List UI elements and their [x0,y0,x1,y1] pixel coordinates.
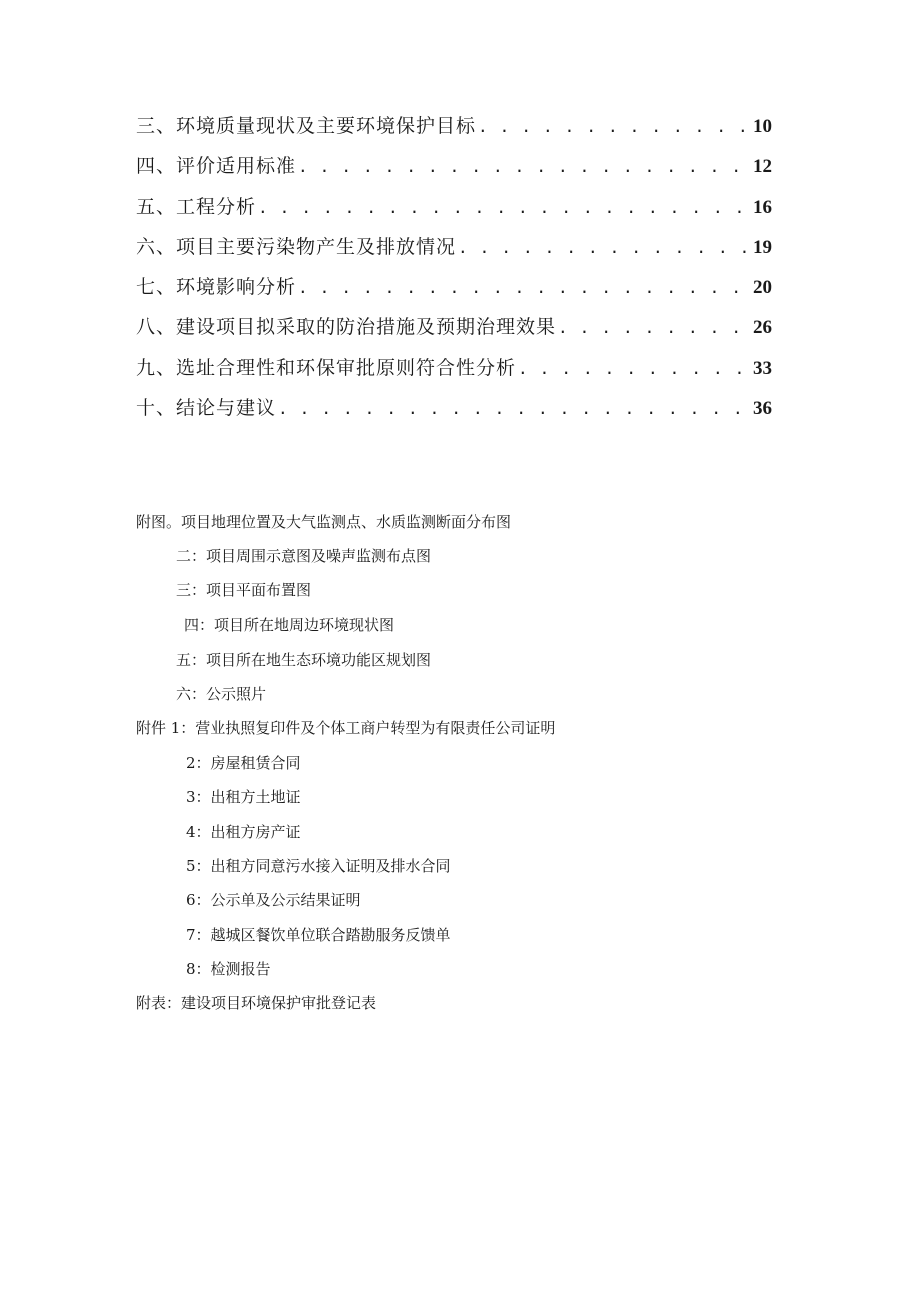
registration-table-line: 附表：建设项目环境保护审批登记表 [136,994,377,1012]
toc-entry-title: 四、评价适用标准 [136,155,297,178]
figure-item: 六：公示照片 [176,685,267,703]
figure-item: 三：项目平面布置图 [176,581,312,599]
toc-entry-title: 七、环境影响分析 [136,276,297,299]
toc-entry-title: 九、选址合理性和环保审批原则符合性分析 [136,356,517,379]
annex-item: 2：房屋租赁合同 [186,754,301,772]
annex-item: 8：检测报告 [186,960,271,978]
annex-item: 3：出租方土地证 [186,788,301,806]
toc-entry-page: 19 [753,236,772,258]
figure-item: 四：项目所在地周边环境现状图 [184,616,395,634]
toc-entry-title: 十、结论与建议 [136,397,277,420]
annex-heading: 附件 1：营业执照复印件及个体工商户转型为有限责任公司证明 [136,719,556,737]
toc-entry-title: 八、建设项目拟采取的防治措施及预期治理效果 [136,316,557,339]
toc-entry-title: 六、项目主要污染物产生及排放情况 [136,235,457,258]
toc-entry-page: 12 [753,156,772,178]
toc-entry-page: 16 [753,196,772,218]
toc-entry-page: 10 [753,116,772,137]
toc-entry-page: 20 [753,277,772,299]
toc-entry-page: 36 [753,398,772,420]
annex-item: 7：越城区餐饮单位联合踏勘服务反馈单 [186,926,451,944]
toc-entry-title: 五、工程分析 [136,195,257,218]
figure-item: 二：项目周围示意图及噪声监测布点图 [176,547,432,565]
figure-item: 五：项目所在地生态环境功能区规划图 [176,651,432,669]
annex-item: 4：出租方房产证 [186,823,301,841]
toc-entry-title: 三、环境质量现状及主要环境保护目标 [136,115,477,137]
toc-entry-page: 33 [753,357,772,379]
annex-item: 5：出租方同意污水接入证明及排水合同 [186,857,451,875]
toc-entry-page: 26 [753,317,772,339]
annex-item: 6：公示单及公示结果证明 [186,891,361,909]
figures-heading: 附图。项目地理位置及大气监测点、水质监测断面分布图 [136,513,512,531]
